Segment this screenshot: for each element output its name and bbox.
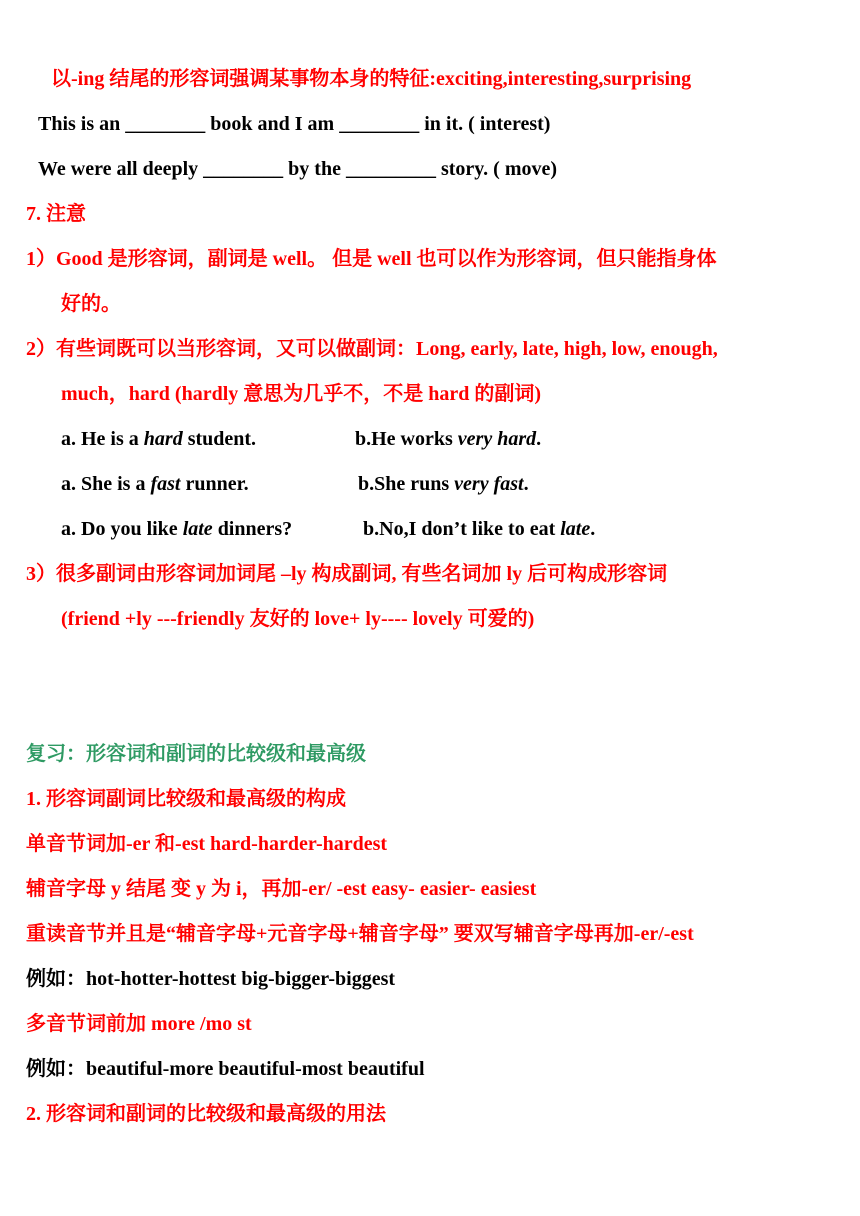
note-3-line-a: 3）很多副词由形容词加词尾 –ly 构成副词, 有些名词加 ly 后可构成形容词 (26, 563, 668, 585)
rule-multi-syllable: 多音节词前加 more /mo st (26, 1013, 252, 1035)
note-2-line-a: 2）有些词既可以当形容词，又可以做副词：Long, early, late, high, low, enough, (26, 338, 718, 360)
note-3-line-b: (friend +ly ---friendly 友好的 love+ ly---- lovely 可爱的) (61, 608, 535, 630)
example-double-consonant: 例如：hot-hotter-hottest big-bigger-biggest (26, 968, 396, 990)
heading-formation: 1. 形容词副词比较级和最高级的构成 (26, 788, 346, 810)
example-a-1: a. He is a hard student. (61, 428, 257, 450)
ing-rule-line: 以-ing 结尾的形容词强调某事物本身的特征:exciting,interesting,surprising (51, 68, 692, 90)
note-1-line-b: 好的。 (61, 293, 121, 315)
review-title: 复习：形容词和副词的比较级和最高级 (26, 743, 366, 765)
example-b-3: b.No,I don’t like to eat late. (363, 518, 596, 540)
example-b-2: b.She runs very fast. (358, 473, 529, 495)
note-1-line-a: 1）Good 是形容词，副词是 well。 但是 well 也可以作为形容词，但只能指身体 (26, 248, 717, 270)
rule-consonant-y: 辅音字母 y 结尾 变 y 为 i，再加-er/ -est easy- easier- easiest (26, 878, 537, 900)
heading-usage: 2. 形容词和副词的比较级和最高级的用法 (26, 1103, 386, 1125)
heading-note-7: 7. 注意 (26, 203, 86, 225)
rule-double-consonant: 重读音节并且是“辅音字母+元音字母+辅音字母” 要双写辅音字母再加-er/-est (26, 923, 694, 945)
exercise-line-1: This is an ________ book and I am ________ in it. ( interest) (38, 113, 551, 135)
example-a-3: a. Do you like late dinners? (61, 518, 293, 540)
example-multi-syllable: 例如：beautiful-more beautiful-most beautiful (26, 1058, 425, 1080)
rule-single-syllable: 单音节词加-er 和-est hard-harder-hardest (26, 833, 388, 855)
example-a-2: a. She is a fast runner. (61, 473, 249, 495)
example-b-1: b.He works very hard. (355, 428, 542, 450)
note-2-line-b: much，hard (hardly 意思为几乎不，不是 hard 的副词) (61, 383, 542, 405)
exercise-line-2: We were all deeply ________ by the _________ story. ( move) (38, 158, 558, 180)
